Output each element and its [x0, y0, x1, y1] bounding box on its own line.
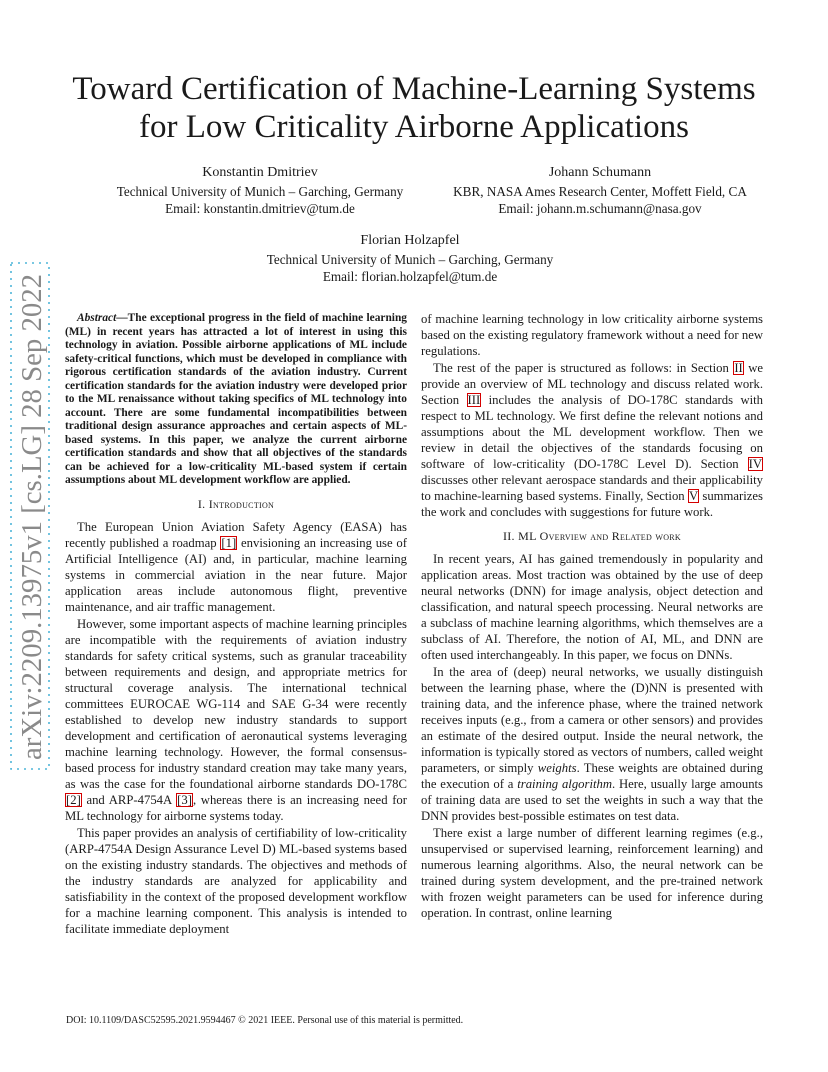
author-affiliation: Technical University of Munich – Garching, Germany: [266, 252, 554, 267]
author-name: Konstantin Dmitriev: [202, 165, 318, 180]
author-block: [100, 164, 420, 217]
text-run: includes the analysis of DO-178C standards with respect to ML technology. We first define the relevant notions and assumptions about the ML development workflow. Then we review in detail the objectives of the standards focusing on software of low-criticality (DO-178C Level D). Section: [421, 393, 763, 471]
author-email: Email: konstantin.dmitriev@tum.de: [165, 201, 355, 216]
text-run: The European Union Aviation Safety Agency (EASA) has recently published a roadmap: [65, 519, 407, 550]
text-run: summarizes the work and concludes with suggestions for future work.: [421, 489, 763, 519]
text-run: However, some important aspects of machine learning principles are incompatible with the requirements of aviation industry standards for safety critical systems, such as granular traceability between requirements and design, and appropriate metrics for structural coverage analysis. The international technical committees EUROCAE WG-114 and SAE G-34 were recently established to develop new industry standards to support development and certification of aeronautical systems leveraging machine learning technology. However, the formal consensus-based process for industry standard creation may take many years, as was the case for the foundational airborne standards DO-178C: [65, 616, 407, 791]
text-run: envisioning an increasing use of Artificial Intelligence (AI) and, in particular, machine learning systems in commercial aviation in the near future. Major application areas include autonomous flight, preventive maintenance, and air traffic management.: [65, 535, 407, 614]
left-column: [65, 312, 407, 937]
section-link[interactable]: V: [688, 489, 699, 503]
section-heading: I. Introduction: [197, 496, 275, 511]
section-link[interactable]: IV: [748, 457, 762, 471]
paragraph: In recent years, AI has gained tremendously in popularity and application areas. Most traction was obtained by the use of deep neural networks (DNN) for image analysis, object detection and classification, and natural speech processing. Neural networks are a subclass of machine learning algorithms, which themselves are a subclass of AI. Therefore, the notion of AI, ML, and DNN are often used interchangeably. In this paper, we focus on DNNs.: [421, 552, 763, 662]
citation-link[interactable]: [2]: [66, 792, 81, 807]
text-run: . Here, usually large amounts of training data are used to set the weights in such a way that the DNN provides best-possible estimates on test data.: [421, 777, 763, 823]
title-line-2: for Low Criticality Airborne Applications: [139, 109, 689, 145]
right-column: [421, 311, 763, 921]
author-block: [240, 232, 580, 285]
text-run: and ARP-4754A: [81, 792, 177, 807]
author-email: Email: florian.holzapfel@tum.de: [322, 269, 498, 284]
author-name: Florian Holzapfel: [360, 233, 460, 248]
text-run: , whereas there is an increasing need for ML technology for airborne systems today.: [65, 792, 407, 823]
paragraph: There exist a large number of different learning regimes (e.g., unsupervised or supervised learning, reinforcement learning) and numerous learning algorithms. Also, the neural network can be trained during system development, and the pre-trained network with frozen weight parameters can be used for inference during operation. In contrast, online learning: [421, 826, 763, 920]
abstract-label: Abstract: [77, 312, 117, 324]
emphasis: training algorithm: [517, 777, 612, 791]
author-block: [420, 164, 780, 217]
text-run: . These weights are obtained during the execution of a: [421, 761, 763, 791]
author-email: Email: johann.m.schumann@nasa.gov: [498, 201, 702, 216]
arxiv-id: arXiv:2209.13975v1 [cs.LG] 28 Sep 2022: [17, 287, 48, 760]
text-run: discusses other relevant aerospace standards and their applicability to machine-learning based systems. Finally, Section: [421, 473, 763, 503]
section-link[interactable]: III: [467, 393, 481, 407]
copyright-footer: DOI: 10.1109/DASC52595.2021.9594467 © 2021 IEEE. Personal use of this material is permitted.: [66, 1015, 464, 1026]
citation-link[interactable]: [1]: [221, 535, 237, 550]
paragraph: [421, 664, 763, 824]
section-link[interactable]: II: [734, 361, 743, 375]
author-name: Johann Schumann: [548, 165, 652, 180]
author-affiliation: Technical University of Munich – Garching, Germany: [116, 184, 404, 199]
arxiv-stamp: [8, 262, 52, 770]
paragraph: [421, 360, 763, 520]
text-run: The rest of the paper is structured as follows: in Section: [433, 361, 734, 375]
paragraph-continued: of machine learning technology in low criticality airborne systems based on the existing regulatory framework without a need for new regulations.: [421, 312, 763, 358]
abstract: [65, 312, 407, 488]
paragraph: [65, 519, 407, 615]
paragraph: [65, 616, 407, 824]
author-affiliation: KBR, NASA Ames Research Center, Moffett Field, CA: [453, 184, 747, 199]
abstract-text: —The exceptional progress in the field of machine learning (ML) in recent years has attracted a lot of interest in using this technology in aviation. Possible airborne applications of ML include safety-critical functions, which must be developed in compliance with rigorous certification standards of the aviation industry. Current certification standards for the aviation industry were developed prior to the ML renaissance without taking specifics of ML technology into account. There are some fundamental incompatibilities between traditional design assurance approaches and certain aspects of ML-based systems. In this paper, we analyze the current airborne certification standards and show that all objectives of the standards can be achieved for a low-criticality ML-based system if certain assumptions about ML development workflow are applied.: [65, 312, 407, 486]
emphasis: weights: [537, 761, 577, 775]
section-heading: II. ML Overview and Related work: [502, 529, 682, 543]
paragraph: This paper provides an analysis of certifiability of low-criticality (ARP-4754A Design Assurance Level D) ML-based systems based on the existing industry standards. The objectives and methods of the industry standards are analyzed for applicability and satisfiability in the context of the proposed development workflow for a machine learning component. This analysis is intended to facilitate immediate deployment: [65, 825, 407, 936]
title-line-1: Toward Certification of Machine-Learning Systems: [72, 71, 756, 107]
text-run: In the area of (deep) neural networks, we usually distinguish between the learning phase, where the (D)NN is presented with training data, and the inference phase, where the trained network receives inputs (e.g., from a camera or other sensors) and provides an estimate of the desired output. Inside the neural network, the information is typically stored as vectors of numbers, called weight parameters, or simply: [421, 665, 763, 775]
paper-title: [40, 70, 788, 146]
citation-link[interactable]: [3]: [177, 792, 192, 807]
text-run: we provide an overview of ML technology and discuss related work. Section: [421, 361, 763, 407]
